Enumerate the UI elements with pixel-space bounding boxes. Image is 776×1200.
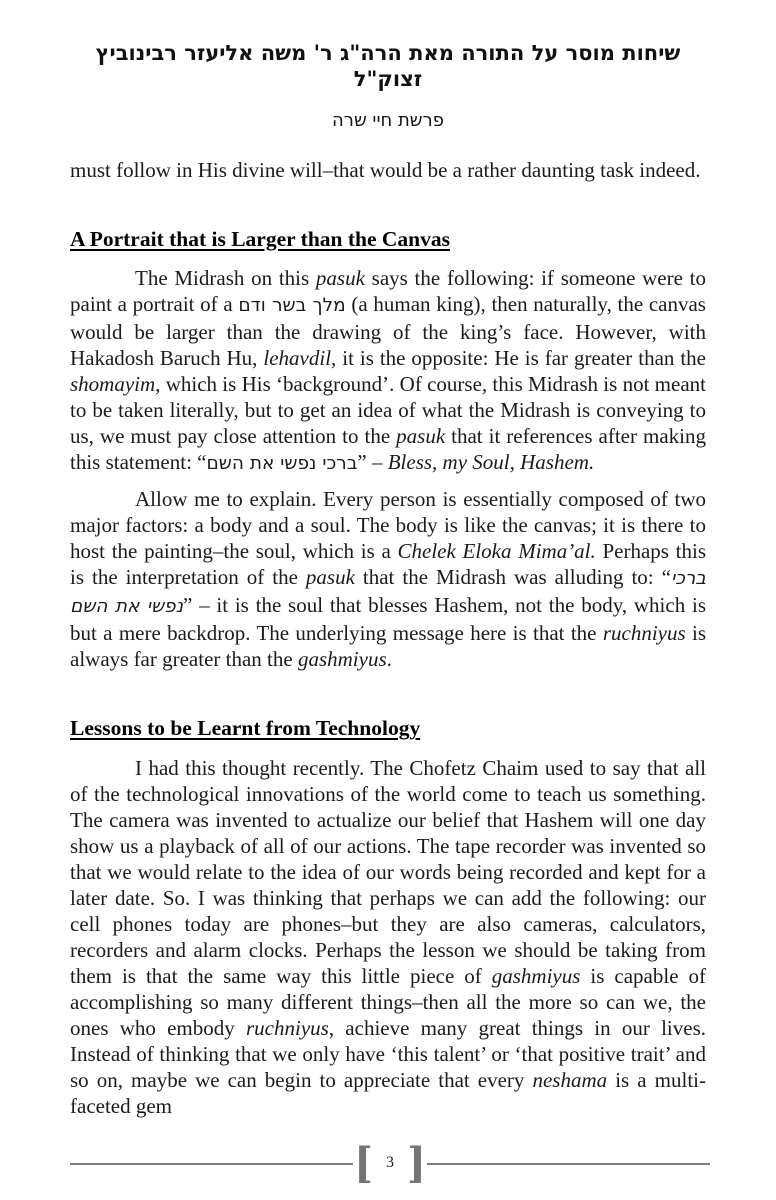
text-run: I had this thought recently. The Chofetz Chaim used to say that all of the technological innovations of the world come to teach us something. The camera was invented to actualize our belief that Hashem will one day show us a playback of all of our actions. The tape recorder was invented so that we would relate to the idea of our words being recorded and kept for a later date. So. I was thinking that perhaps we can add the following: our cell phones today are phones–but they are also cameras, calculators, recorders and alarm clocks. Perhaps the lesson we should be taking from them is that the same way this little piece of bbox=[70, 756, 706, 989]
page-footer bbox=[70, 1140, 710, 1188]
text-run: says the following: if someone were to paint a portrait of a bbox=[70, 266, 706, 317]
text-run: Allow me to explain. Every person is essentially composed of two major factors: a body and a soul. The body is like the canvas; it is there to host the painting–the soul, which is a bbox=[70, 487, 706, 564]
hebrew-text-run: ברכי נפשי את השם bbox=[70, 568, 706, 618]
text-run: pasuk bbox=[305, 565, 355, 590]
page-body bbox=[70, 157, 706, 1120]
hebrew-subtitle: פרשת חיי שרה bbox=[332, 109, 444, 131]
text-run: shomayim bbox=[70, 372, 156, 397]
paragraph bbox=[70, 157, 706, 183]
text-run: it is the opposite: He is far greater than the bbox=[336, 346, 706, 371]
hebrew-text-run: מלך בשר ודם bbox=[238, 295, 346, 317]
text-run: gashmiyus bbox=[491, 964, 581, 989]
text-run: must follow in His divine will–that would be a rather daunting task indeed. bbox=[70, 157, 701, 182]
text-run: is capable of accomplishing so many different things–then all the more so can we, the ones who embody bbox=[70, 964, 706, 1041]
text-run: ” – it is the soul that blesses Hashem, not the body, which is but a mere backdrop. The underlying message here is that the bbox=[70, 593, 706, 646]
paragraph bbox=[70, 755, 706, 1119]
text-run: Bless, my Soul, Hashem. bbox=[387, 450, 595, 475]
right-bracket-ornament: ] bbox=[407, 1138, 426, 1189]
section-heading: Lessons to be Learnt from Technology bbox=[70, 716, 421, 741]
page-number-ornament bbox=[354, 1138, 426, 1189]
text-run: , which is His ‘background’. Of course, this Midrash is not meant to be taken literally, but to get an idea of what the Midrash is conveying to us, we must pay close attention to the bbox=[70, 372, 706, 449]
text-run: that it references after making this statement: “ bbox=[70, 424, 706, 475]
text-run: Perhaps this is the interpretation of the bbox=[70, 539, 707, 590]
text-run: . bbox=[386, 647, 392, 672]
hebrew-text-run: ברכי נפשי את השם bbox=[206, 453, 358, 475]
section-heading: A Portrait that is Larger than the Canvas bbox=[70, 226, 451, 251]
text-run: The Midrash on this bbox=[135, 266, 316, 291]
text-run: is a multi-faceted gem bbox=[70, 1068, 706, 1119]
text-run: (a human king), then naturally, the canvas would be larger than the drawing of the king’s face. However, with Hakadosh Baruch Hu, bbox=[70, 292, 706, 371]
text-run: , achieve many great things in our lives. Instead of thinking that we only have ‘this talent’ or ‘that positive trait’ and so on, maybe we can begin to appreciate that every bbox=[70, 1016, 706, 1093]
text-run: ” – bbox=[357, 450, 388, 475]
text-run: ruchniyus bbox=[246, 1016, 329, 1041]
text-run: neshama bbox=[532, 1068, 608, 1093]
text-run: that the Midrash was alluding to: “ bbox=[354, 565, 671, 590]
text-run: ruchniyus bbox=[602, 621, 686, 646]
text-run: is always far greater than the bbox=[70, 621, 706, 672]
hebrew-title: שיחות מוסר על התורה מאת הרה"ג ר' משה אליעזר רבינוביץ זצוק"ל bbox=[95, 41, 681, 92]
text-run: pasuk bbox=[396, 424, 446, 449]
footer-rule-left bbox=[70, 1163, 353, 1165]
text-run: gashmiyus bbox=[297, 647, 387, 672]
text-run: lehavdil, bbox=[263, 346, 337, 371]
text-run: pasuk bbox=[315, 266, 365, 291]
page-header bbox=[70, 40, 706, 131]
text-run: Chelek Eloka Mima’al. bbox=[397, 539, 596, 564]
page-number: 3 bbox=[386, 1154, 394, 1171]
left-bracket-ornament: [ bbox=[354, 1138, 373, 1189]
paragraph bbox=[70, 265, 706, 477]
footer-rule-right bbox=[427, 1163, 710, 1165]
paragraph bbox=[70, 486, 706, 672]
